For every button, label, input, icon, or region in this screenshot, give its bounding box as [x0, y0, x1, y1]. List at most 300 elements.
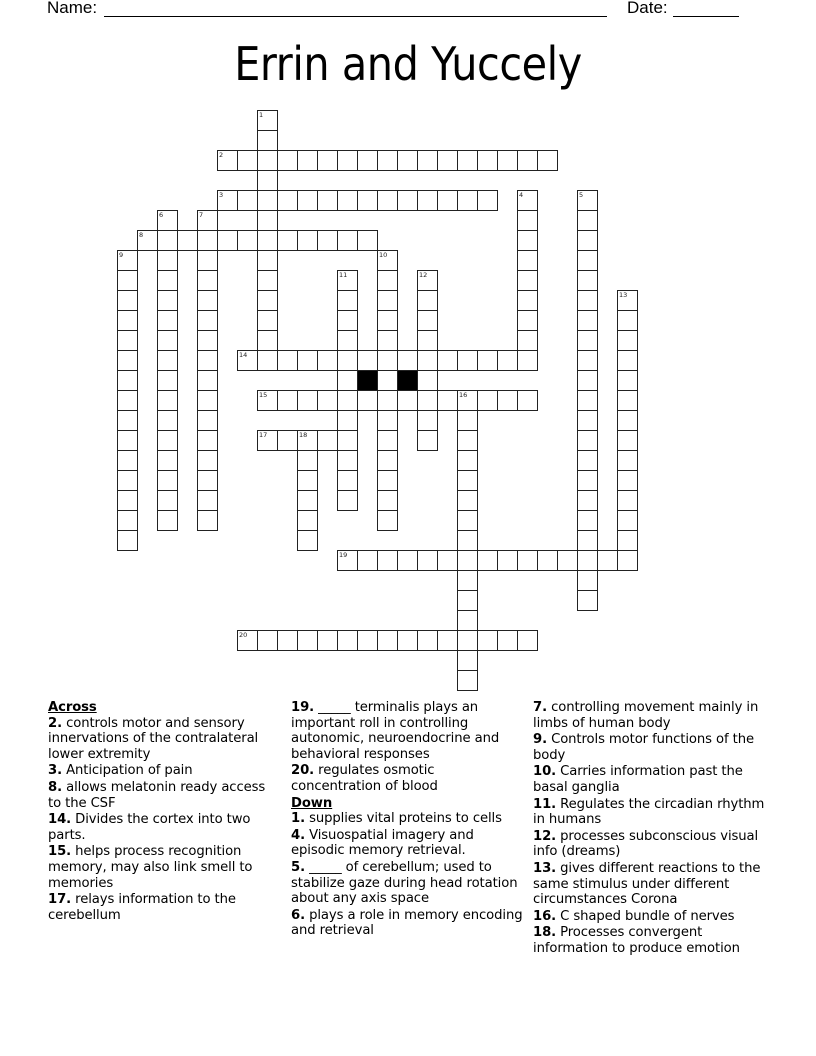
grid-cell[interactable] [297, 350, 318, 371]
grid-cell[interactable] [337, 390, 358, 411]
grid-cell[interactable] [117, 270, 138, 291]
grid-cell[interactable] [417, 390, 438, 411]
grid-cell[interactable] [437, 630, 458, 651]
grid-cell[interactable] [497, 150, 518, 171]
grid-cell[interactable] [397, 630, 418, 651]
grid-cell[interactable] [617, 550, 638, 571]
grid-cell[interactable] [517, 230, 538, 251]
grid-cell[interactable] [377, 310, 398, 331]
grid-cell[interactable] [117, 370, 138, 391]
grid-cell[interactable] [417, 190, 438, 211]
grid-cell[interactable] [437, 350, 458, 371]
grid-cell[interactable] [337, 310, 358, 331]
grid-cell[interactable] [597, 550, 618, 571]
grid-cell[interactable] [257, 630, 278, 651]
clue-down-18: 18. Processes convergent information to produce emotion [533, 925, 740, 956]
grid-cell[interactable] [517, 550, 538, 571]
across-heading: Across [48, 700, 97, 715]
cell-number: 4 [519, 191, 524, 199]
grid-cell[interactable] [377, 390, 398, 411]
grid-cell[interactable] [117, 350, 138, 371]
grid-cell[interactable] [117, 490, 138, 511]
clue-across-15: 15. helps process recognition memory, may also link smell to memories [48, 844, 253, 891]
grid-cell[interactable] [297, 530, 318, 551]
grid-cell[interactable] [237, 190, 258, 211]
grid-cell[interactable] [217, 230, 238, 251]
grid-cell[interactable] [457, 570, 478, 591]
grid-cell[interactable] [257, 390, 278, 411]
grid-cell[interactable] [357, 150, 378, 171]
grid-cell[interactable] [577, 270, 598, 291]
grid-cell[interactable] [517, 330, 538, 351]
grid-cell[interactable] [457, 450, 478, 471]
grid-cell[interactable] [137, 230, 158, 251]
grid-cell[interactable] [577, 230, 598, 251]
cell-number: 1 [259, 111, 264, 119]
clue-down-9: 9. Controls motor functions of the body [533, 732, 754, 763]
grid-cell[interactable] [117, 390, 138, 411]
grid-cell[interactable] [277, 230, 298, 251]
grid-cell[interactable] [617, 310, 638, 331]
cell-number: 19 [339, 551, 348, 559]
grid-cell[interactable] [157, 250, 178, 271]
cell-number: 11 [339, 271, 348, 279]
grid-cell[interactable] [577, 550, 598, 571]
grid-cell[interactable] [457, 410, 478, 431]
grid-cell[interactable] [337, 430, 358, 451]
grid-cell[interactable] [357, 550, 378, 571]
grid-cell[interactable] [117, 330, 138, 351]
grid-cell[interactable] [157, 210, 178, 231]
grid-cell[interactable] [277, 150, 298, 171]
grid-cell[interactable] [257, 330, 278, 351]
grid-cell[interactable] [457, 650, 478, 671]
grid-cell[interactable] [237, 150, 258, 171]
grid-cell[interactable] [577, 510, 598, 531]
cell-number: 9 [119, 251, 124, 259]
grid-cell[interactable] [337, 290, 358, 311]
grid-cell[interactable] [517, 390, 538, 411]
grid-cell[interactable] [457, 630, 478, 651]
grid-cell[interactable] [257, 310, 278, 331]
date-label: Date: [627, 0, 668, 17]
grid-cell[interactable] [257, 170, 278, 191]
grid-cell[interactable] [257, 130, 278, 151]
grid-cell[interactable] [317, 230, 338, 251]
clue-down-6: 6. plays a role in memory encoding and retrieval [291, 907, 523, 939]
clue-down-11: 11. Regulates the circadian rhythm in humans [533, 796, 765, 828]
grid-cell[interactable] [157, 490, 178, 511]
grid-cell[interactable] [457, 670, 478, 691]
cell-number: 15 [259, 391, 268, 399]
down-heading: Down [291, 795, 333, 811]
grid-cell[interactable] [577, 570, 598, 591]
grid-cell[interactable] [337, 270, 358, 291]
grid-cell[interactable] [457, 470, 478, 491]
grid-cell[interactable] [197, 250, 218, 271]
grid-cell[interactable] [517, 630, 538, 651]
grid-cell[interactable] [357, 230, 378, 251]
clue-down-7: 7. controlling movement mainly in limbs of human body [533, 700, 759, 731]
grid-cell[interactable] [277, 350, 298, 371]
grid-cell[interactable] [577, 450, 598, 471]
grid-cell[interactable] [197, 290, 218, 311]
grid-cell[interactable] [377, 510, 398, 531]
grid-cell[interactable] [397, 550, 418, 571]
grid-cell[interactable] [317, 390, 338, 411]
grid-cell[interactable] [477, 150, 498, 171]
grid-cell[interactable] [317, 150, 338, 171]
grid-cell[interactable] [577, 490, 598, 511]
grid-cell[interactable] [617, 470, 638, 491]
grid-cell[interactable] [477, 350, 498, 371]
name-label: Name: [47, 0, 98, 17]
grid-cell[interactable] [437, 190, 458, 211]
grid-cell[interactable] [477, 550, 498, 571]
grid-cell[interactable] [377, 350, 398, 371]
grid-cell[interactable] [417, 150, 438, 171]
grid-cell[interactable] [197, 510, 218, 531]
grid-cell[interactable] [337, 330, 358, 351]
grid-cell[interactable] [217, 150, 238, 171]
grid-cell[interactable] [457, 490, 478, 511]
grid-cell[interactable] [257, 230, 278, 251]
grid-cell[interactable] [377, 490, 398, 511]
cell-number: 7 [199, 211, 204, 219]
grid-cell[interactable] [457, 390, 478, 411]
grid-cell[interactable] [157, 310, 178, 331]
grid-cell[interactable] [317, 630, 338, 651]
grid-cell[interactable] [377, 190, 398, 211]
grid-cell[interactable] [457, 510, 478, 531]
clue-down-12: 12. processes subconscious visual info (dreams) [533, 828, 759, 860]
grid-cell[interactable] [617, 430, 638, 451]
grid-cell[interactable] [257, 110, 278, 131]
grid-cell[interactable] [157, 270, 178, 291]
grid-cell[interactable] [297, 150, 318, 171]
clue-down-4: 4. Visuospatial imagery and episodic memory retrieval. [291, 827, 474, 859]
grid-cell[interactable] [397, 390, 418, 411]
grid-cell[interactable] [377, 430, 398, 451]
grid-cell[interactable] [117, 250, 138, 271]
clues-column-3 [533, 700, 773, 958]
grid-cell[interactable] [577, 290, 598, 311]
grid-cell[interactable] [457, 430, 478, 451]
grid-cell[interactable] [337, 350, 358, 371]
grid-cell[interactable] [197, 470, 218, 491]
grid-cell[interactable] [337, 370, 358, 391]
grid-cell[interactable] [157, 230, 178, 251]
grid-cell[interactable] [377, 330, 398, 351]
grid-cell[interactable] [477, 390, 498, 411]
grid-cell[interactable] [157, 470, 178, 491]
grid-cell[interactable] [517, 270, 538, 291]
grid-cell[interactable] [257, 150, 278, 171]
grid-cell[interactable] [437, 390, 458, 411]
grid-cell[interactable] [497, 390, 518, 411]
grid-cell[interactable] [577, 190, 598, 211]
grid-cell[interactable] [237, 230, 258, 251]
grid-cell[interactable] [337, 550, 358, 571]
clue-across-20: 20. regulates osmotic concentration of blood [291, 763, 438, 794]
cell-number: 20 [239, 631, 248, 639]
grid-cell[interactable] [397, 150, 418, 171]
cell-number: 16 [459, 391, 468, 399]
grid-cell[interactable] [517, 290, 538, 311]
grid-cell[interactable] [577, 410, 598, 431]
cell-number: 18 [299, 431, 308, 439]
grid-cell[interactable] [417, 290, 438, 311]
clues-column-1 [48, 700, 278, 924]
grid-cell[interactable] [517, 210, 538, 231]
grid-cell[interactable] [617, 490, 638, 511]
grid-cell[interactable] [397, 190, 418, 211]
grid-cell[interactable] [457, 530, 478, 551]
grid-cell[interactable] [257, 430, 278, 451]
grid-cell[interactable] [337, 230, 358, 251]
grid-cell[interactable] [497, 550, 518, 571]
grid-cell[interactable] [297, 430, 318, 451]
clues-column-2 [291, 700, 523, 940]
worksheet-header [47, 0, 747, 22]
grid-cell[interactable] [257, 250, 278, 271]
clue-across-2: 2. controls motor and sensory innervations of the contralateral lower extremity [48, 715, 259, 762]
grid-cell[interactable] [277, 390, 298, 411]
grid-cell[interactable] [377, 630, 398, 651]
grid-cell[interactable] [337, 410, 358, 431]
date-blank-line [673, 16, 739, 17]
cell-number: 3 [219, 191, 224, 199]
cell-number: 5 [579, 191, 584, 199]
cell-number: 8 [139, 231, 144, 239]
cell-number: 2 [219, 151, 224, 159]
grid-cell[interactable] [517, 310, 538, 331]
grid-cell[interactable] [157, 450, 178, 471]
grid-cell[interactable] [197, 330, 218, 351]
grid-cell[interactable] [517, 190, 538, 211]
grid-cell[interactable] [377, 250, 398, 271]
grid-cell[interactable] [337, 190, 358, 211]
grid-cell[interactable] [477, 630, 498, 651]
grid-cell[interactable] [537, 150, 558, 171]
grid-cell[interactable] [417, 630, 438, 651]
grid-cell[interactable] [197, 370, 218, 391]
grid-cell[interactable] [557, 550, 578, 571]
grid-cell[interactable] [157, 430, 178, 451]
grid-cell[interactable] [517, 250, 538, 271]
crossword-grid [117, 110, 657, 710]
cell-number: 10 [379, 251, 388, 259]
cell-number: 13 [619, 291, 628, 299]
grid-cell[interactable] [257, 210, 278, 231]
grid-cell[interactable] [517, 350, 538, 371]
grid-cell[interactable] [577, 390, 598, 411]
cell-number: 6 [159, 211, 164, 219]
grid-cell[interactable] [317, 190, 338, 211]
grid-cell[interactable] [617, 350, 638, 371]
grid-cell[interactable] [117, 310, 138, 331]
clue-across-14: 14. Divides the cortex into two parts. [48, 812, 251, 843]
grid-cell[interactable] [357, 390, 378, 411]
grid-cell[interactable] [117, 290, 138, 311]
grid-cell[interactable] [577, 310, 598, 331]
grid-cell[interactable] [157, 390, 178, 411]
grid-cell[interactable] [117, 510, 138, 531]
black-cell [397, 370, 418, 391]
grid-cell[interactable] [457, 610, 478, 631]
grid-cell[interactable] [417, 370, 438, 391]
grid-cell[interactable] [417, 270, 438, 291]
grid-cell[interactable] [577, 250, 598, 271]
grid-cell[interactable] [197, 490, 218, 511]
grid-cell[interactable] [157, 350, 178, 371]
grid-cell[interactable] [197, 270, 218, 291]
grid-cell[interactable] [437, 150, 458, 171]
grid-cell[interactable] [617, 530, 638, 551]
grid-cell[interactable] [377, 450, 398, 471]
grid-cell[interactable] [417, 410, 438, 431]
grid-cell[interactable] [237, 630, 258, 651]
grid-cell[interactable] [417, 550, 438, 571]
grid-cell[interactable] [617, 290, 638, 311]
grid-cell[interactable] [197, 390, 218, 411]
grid-cell[interactable] [257, 270, 278, 291]
grid-cell[interactable] [297, 230, 318, 251]
black-cell [357, 370, 378, 391]
grid-cell[interactable] [577, 590, 598, 611]
cell-number: 14 [239, 351, 248, 359]
grid-cell[interactable] [117, 430, 138, 451]
grid-cell[interactable] [617, 410, 638, 431]
grid-cell[interactable] [157, 290, 178, 311]
grid-cell[interactable] [377, 550, 398, 571]
grid-cell[interactable] [177, 230, 198, 251]
grid-cell[interactable] [297, 510, 318, 531]
grid-cell[interactable] [357, 190, 378, 211]
grid-cell[interactable] [257, 350, 278, 371]
grid-cell[interactable] [417, 350, 438, 371]
grid-cell[interactable] [217, 190, 238, 211]
grid-cell[interactable] [617, 510, 638, 531]
grid-cell[interactable] [377, 270, 398, 291]
grid-cell[interactable] [197, 410, 218, 431]
name-blank-line [104, 16, 607, 17]
grid-cell[interactable] [437, 550, 458, 571]
grid-cell[interactable] [117, 450, 138, 471]
grid-cell[interactable] [257, 190, 278, 211]
grid-cell[interactable] [297, 490, 318, 511]
grid-cell[interactable] [577, 530, 598, 551]
grid-cell[interactable] [397, 350, 418, 371]
grid-cell[interactable] [157, 410, 178, 431]
grid-cell[interactable] [517, 150, 538, 171]
clue-down-13: 13. gives different reactions to the same stimulus under different circumstances Corona [533, 860, 761, 908]
grid-cell[interactable] [377, 370, 398, 391]
grid-cell[interactable] [277, 630, 298, 651]
grid-cell[interactable] [457, 350, 478, 371]
grid-cell[interactable] [297, 450, 318, 471]
grid-cell[interactable] [497, 630, 518, 651]
grid-cell[interactable] [117, 530, 138, 551]
page-title: Errin and Yuccely [234, 37, 582, 91]
grid-cell[interactable] [317, 430, 338, 451]
grid-cell[interactable] [377, 410, 398, 431]
grid-cell[interactable] [197, 210, 218, 231]
grid-cell[interactable] [377, 470, 398, 491]
clue-across-3: 3. Anticipation of pain [48, 763, 193, 779]
grid-cell[interactable] [417, 310, 438, 331]
grid-cell[interactable] [197, 430, 218, 451]
grid-cell[interactable] [577, 350, 598, 371]
grid-cell[interactable] [457, 550, 478, 571]
grid-cell[interactable] [497, 350, 518, 371]
grid-cell[interactable] [577, 430, 598, 451]
grid-cell[interactable] [577, 330, 598, 351]
grid-cell[interactable] [197, 230, 218, 251]
grid-cell[interactable] [457, 150, 478, 171]
grid-cell[interactable] [577, 370, 598, 391]
grid-cell[interactable] [377, 150, 398, 171]
grid-cell[interactable] [617, 450, 638, 471]
grid-cell[interactable] [297, 630, 318, 651]
grid-cell[interactable] [297, 470, 318, 491]
grid-cell[interactable] [417, 430, 438, 451]
grid-cell[interactable] [117, 470, 138, 491]
grid-cell[interactable] [197, 350, 218, 371]
clue-across-17: 17. relays information to the cerebellum [48, 892, 236, 923]
clue-down-10: 10. Carries information past the basal ganglia [533, 764, 743, 795]
grid-cell[interactable] [117, 410, 138, 431]
grid-cell[interactable] [537, 550, 558, 571]
grid-cell[interactable] [477, 190, 498, 211]
clue-down-5: 5. _____ of cerebellum; used to stabilize gaze during head rotation about any axis space [291, 859, 518, 907]
grid-cell[interactable] [277, 190, 298, 211]
grid-cell[interactable] [337, 490, 358, 511]
cell-number: 17 [259, 431, 268, 439]
grid-cell[interactable] [337, 630, 358, 651]
grid-cell[interactable] [417, 330, 438, 351]
grid-cell[interactable] [197, 450, 218, 471]
grid-cell[interactable] [337, 470, 358, 491]
grid-cell[interactable] [157, 510, 178, 531]
grid-cell[interactable] [377, 290, 398, 311]
grid-cell[interactable] [457, 190, 478, 211]
clue-across-19: 19. _____ terminalis plays an important roll in controlling autonomic, neuroendocrine and behavioral responses [291, 700, 500, 762]
grid-cell[interactable] [357, 350, 378, 371]
clue-down-1: 1. supplies vital proteins to cells [291, 811, 502, 827]
grid-cell[interactable] [337, 450, 358, 471]
grid-cell[interactable] [337, 150, 358, 171]
grid-cell[interactable] [457, 590, 478, 611]
grid-cell[interactable] [577, 210, 598, 231]
clue-across-8: 8. allows melatonin ready access to the CSF [48, 779, 266, 811]
grid-cell[interactable] [577, 470, 598, 491]
grid-cell[interactable] [157, 330, 178, 351]
grid-cell[interactable] [157, 370, 178, 391]
grid-cell[interactable] [237, 350, 258, 371]
grid-cell[interactable] [277, 430, 298, 451]
cell-number: 12 [419, 271, 428, 279]
grid-cell[interactable] [297, 390, 318, 411]
grid-cell[interactable] [257, 290, 278, 311]
grid-cell[interactable] [197, 310, 218, 331]
grid-cell[interactable] [357, 630, 378, 651]
grid-cell[interactable] [617, 390, 638, 411]
grid-cell[interactable] [297, 190, 318, 211]
grid-cell[interactable] [317, 350, 338, 371]
grid-cell[interactable] [617, 370, 638, 391]
grid-cell[interactable] [617, 330, 638, 351]
